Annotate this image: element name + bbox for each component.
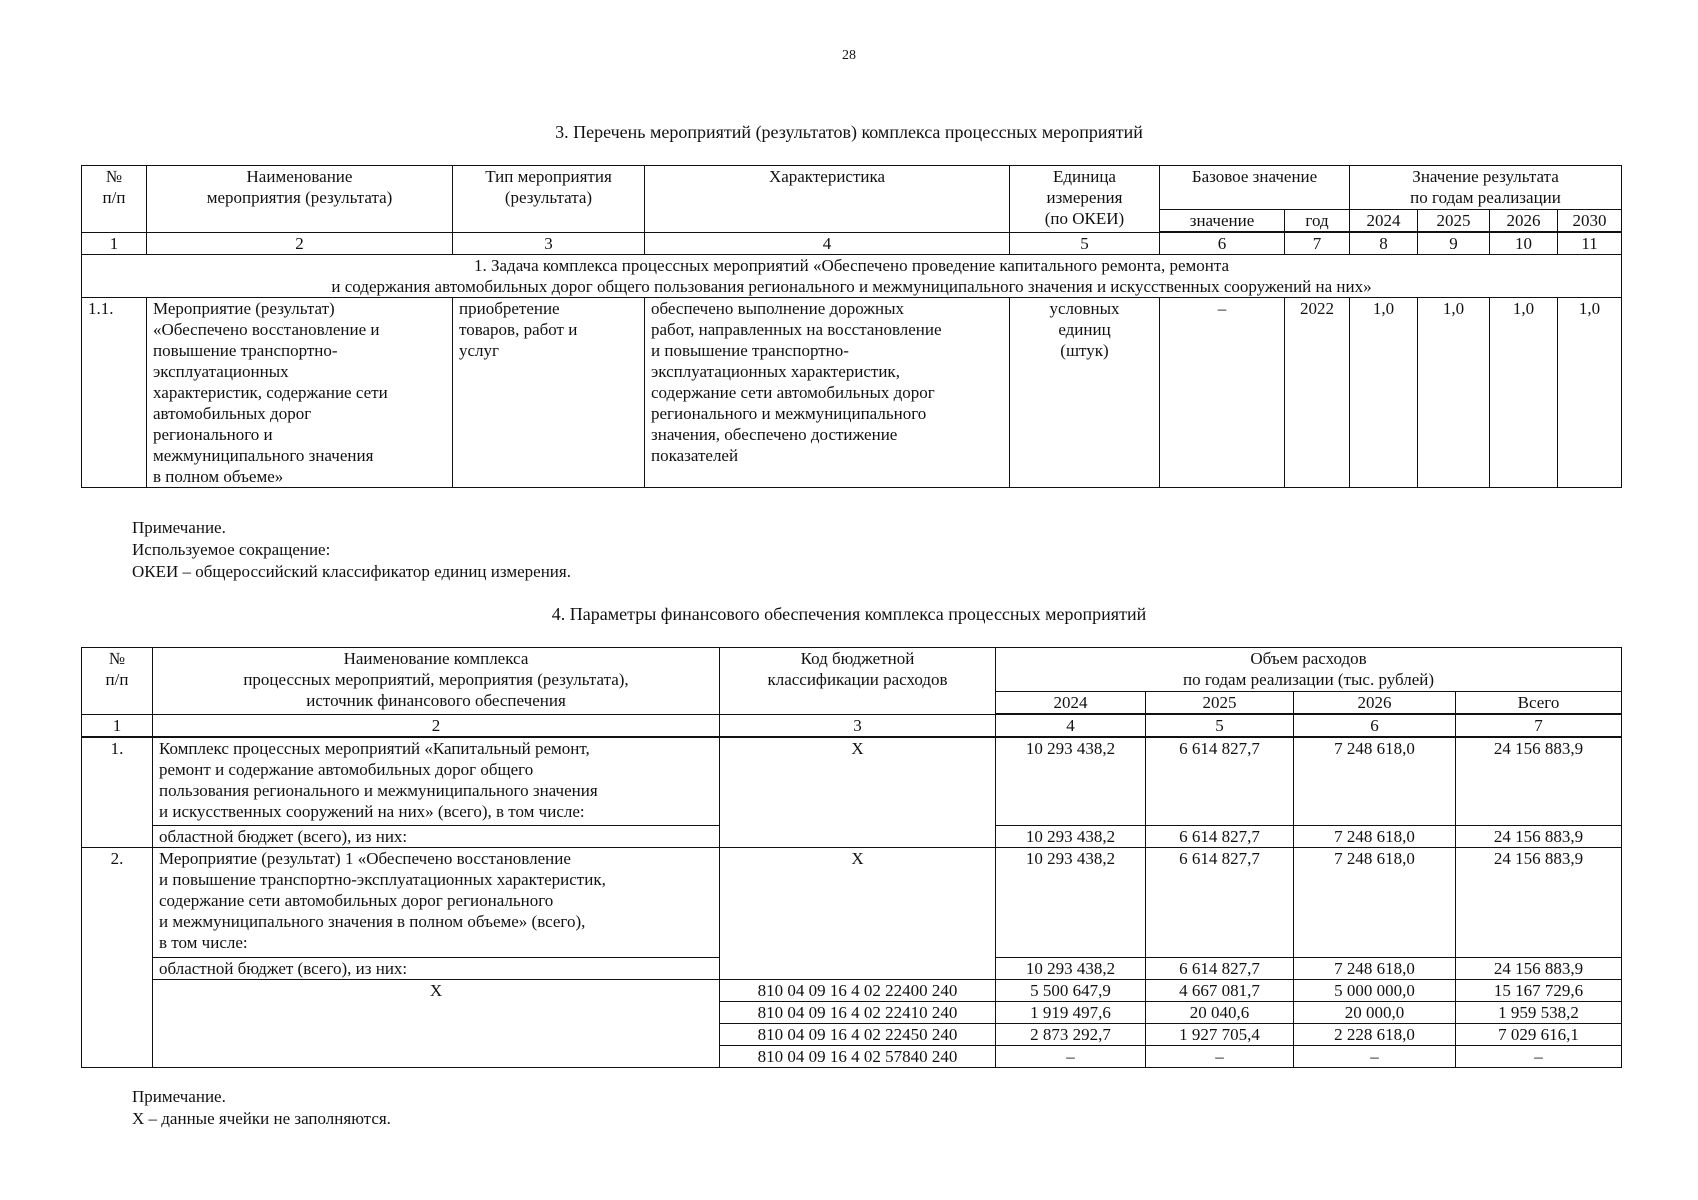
note-line: Используемое сокращение: (132, 540, 331, 559)
col-number: 6 (1160, 232, 1285, 255)
fin-code-total: 15 167 729,6 (1456, 979, 1622, 1001)
col-number: 3 (453, 232, 645, 255)
fin-header-num: № п/п (82, 648, 153, 715)
col-number: 2 (147, 232, 453, 255)
fin-subrow-2026: 7 248 618,0 (1294, 825, 1456, 847)
fin-code-total: 7 029 616,1 (1456, 1023, 1622, 1045)
col-number: 1 (82, 232, 147, 255)
row-num: 1.1. (82, 298, 147, 488)
col-number: 4 (645, 232, 1010, 255)
fin-subrow-total: 24 156 883,9 (1456, 957, 1622, 979)
financing-table (81, 647, 1622, 1068)
row-base-year: 2022 (1285, 298, 1350, 488)
note-line: ОКЕИ – общероссийский классификатор единиц измерения. (132, 562, 571, 581)
header-num: № п/п (82, 166, 147, 233)
table1-title: 3. Перечень мероприятий (результатов) комплекса процессных мероприятий (555, 122, 1143, 142)
header-result: Значение результата по годам реализации (1350, 166, 1622, 210)
fin-row-code: X (720, 737, 996, 847)
fin-code-cell: 810 04 09 16 4 02 22450 240 (720, 1023, 996, 1045)
fin-header-2025: 2025 (1146, 692, 1294, 715)
col-number: 8 (1350, 232, 1418, 255)
fin-header-2024: 2024 (996, 692, 1146, 715)
fin-code-2024: 2 873 292,7 (996, 1023, 1146, 1045)
row-base-value: – (1160, 298, 1285, 488)
fin-row-total: 24 156 883,9 (1456, 737, 1622, 825)
fin-row-2024: 10 293 438,2 (996, 737, 1146, 825)
fin-row-name: Мероприятие (результат) 1 «Обеспечено восстановление и повышение транспортно-эксплуатационных характеристик, содержание сети автомобильных дорог регионального и межмуниципального значения в полном объеме» (всего), в том числе: (153, 847, 720, 957)
fin-row-2025: 6 614 827,7 (1146, 737, 1294, 825)
fin-code-cell: 810 04 09 16 4 02 22410 240 (720, 1001, 996, 1023)
fin-row-2026: 7 248 618,0 (1294, 847, 1456, 957)
row-name: Мероприятие (результат) «Обеспечено восстановление и повышение транспортно- эксплуатационных характеристик, содержание сети автомобильных дорог регионального и межмуниципального значения в полном объеме» (147, 298, 453, 488)
fin-row-num: 1. (82, 737, 153, 847)
fin-code-2024: – (996, 1045, 1146, 1067)
fin-col-number: 5 (1146, 714, 1294, 737)
table2-title: 4. Параметры финансового обеспечения комплекса процессных мероприятий (551, 604, 1147, 624)
header-base: Базовое значение (1160, 166, 1350, 210)
fin-code-total: – (1456, 1045, 1622, 1067)
fin-subrow-2024: 10 293 438,2 (996, 957, 1146, 979)
note-line: X – данные ячейки не заполняются. (132, 1109, 391, 1128)
fin-col-number: 3 (720, 714, 996, 737)
header-year-2025: 2025 (1418, 210, 1490, 233)
fin-subrow-name: областной бюджет (всего), из них: (153, 957, 720, 979)
fin-header-code: Код бюджетной классификации расходов (720, 648, 996, 715)
header-base-value: значение (1160, 210, 1285, 233)
row-value-2026: 1,0 (1490, 298, 1558, 488)
header-base-year: год (1285, 210, 1350, 233)
row-type: приобретение товаров, работ и услуг (453, 298, 645, 488)
fin-row-total: 24 156 883,9 (1456, 847, 1622, 957)
fin-header-2026: 2026 (1294, 692, 1456, 715)
note-title: Примечание. (132, 1087, 226, 1106)
fin-row-name: Комплекс процессных мероприятий «Капитальный ремонт, ремонт и содержание автомобильных дорог общего пользования регионального и межмуниципального значения и искусственных сооружений на них» (всего), в том числе: (153, 737, 720, 825)
fin-row-code: X (720, 847, 996, 979)
note-2 (132, 1086, 391, 1130)
col-number: 11 (1558, 232, 1622, 255)
fin-col-number: 1 (82, 714, 153, 737)
header-unit: Единица измерения (по ОКЕИ) (1010, 166, 1160, 233)
fin-code-2025: 4 667 081,7 (1146, 979, 1294, 1001)
fin-code-cell: 810 04 09 16 4 02 22400 240 (720, 979, 996, 1001)
fin-row-2024: 10 293 438,2 (996, 847, 1146, 957)
fin-col-number: 6 (1294, 714, 1456, 737)
fin-row-2025: 6 614 827,7 (1146, 847, 1294, 957)
note-1 (132, 517, 571, 583)
fin-header-name: Наименование комплекса процессных мероприятий, мероприятия (результата), источник финансового обеспечения (153, 648, 720, 715)
fin-code-2026: 5 000 000,0 (1294, 979, 1456, 1001)
fin-code-total: 1 959 538,2 (1456, 1001, 1622, 1023)
col-number: 9 (1418, 232, 1490, 255)
fin-code-2025: 1 927 705,4 (1146, 1023, 1294, 1045)
row-value-2025: 1,0 (1418, 298, 1490, 488)
row-unit: условных единиц (штук) (1010, 298, 1160, 488)
fin-col-number: 7 (1456, 714, 1622, 737)
fin-header-total: Всего (1456, 692, 1622, 715)
activities-table (81, 165, 1622, 488)
header-year-2026: 2026 (1490, 210, 1558, 233)
fin-code-2026: – (1294, 1045, 1456, 1067)
fin-header-volume: Объем расходов по годам реализации (тыс. рублей) (996, 648, 1622, 692)
task-row: 1. Задача комплекса процессных мероприятий «Обеспечено проведение капитального ремонта, ремонта и содержания автомобильных дорог общего пользования регионального и межмуниципального значения и искусственных сооружений на них» (82, 255, 1622, 298)
fin-row-2026: 7 248 618,0 (1294, 737, 1456, 825)
header-year-2024: 2024 (1350, 210, 1418, 233)
fin-subrow-2025: 6 614 827,7 (1146, 957, 1294, 979)
fin-row-num: 2. (82, 847, 153, 1067)
header-characteristic: Характеристика (645, 166, 1010, 233)
fin-col-number: 2 (153, 714, 720, 737)
row-value-2030: 1,0 (1558, 298, 1622, 488)
fin-code-2025: – (1146, 1045, 1294, 1067)
page-number: 28 (842, 48, 856, 63)
fin-code-2025: 20 040,6 (1146, 1001, 1294, 1023)
fin-subrow-total: 24 156 883,9 (1456, 825, 1622, 847)
fin-code-2024: 1 919 497,6 (996, 1001, 1146, 1023)
fin-col-number: 4 (996, 714, 1146, 737)
col-number: 10 (1490, 232, 1558, 255)
header-year-2030: 2030 (1558, 210, 1622, 233)
row-characteristic: обеспечено выполнение дорожных работ, направленных на восстановление и повышение транспортно- эксплуатационных характеристик, содержание сети автомобильных дорог регионального и межмуниципального значения, обеспечено достижение показателей (645, 298, 1010, 488)
header-name: Наименование мероприятия (результата) (147, 166, 453, 233)
fin-code-2026: 20 000,0 (1294, 1001, 1456, 1023)
fin-subrow-name: областной бюджет (всего), из них: (153, 825, 720, 847)
fin-code-2026: 2 228 618,0 (1294, 1023, 1456, 1045)
fin-subrow-2026: 7 248 618,0 (1294, 957, 1456, 979)
col-number: 7 (1285, 232, 1350, 255)
fin-code-2024: 5 500 647,9 (996, 979, 1146, 1001)
col-number: 5 (1010, 232, 1160, 255)
fin-subrow-2024: 10 293 438,2 (996, 825, 1146, 847)
header-type: Тип мероприятия (результата) (453, 166, 645, 233)
note-title: Примечание. (132, 518, 226, 537)
fin-x-cell: X (153, 979, 720, 1067)
row-value-2024: 1,0 (1350, 298, 1418, 488)
fin-code-cell: 810 04 09 16 4 02 57840 240 (720, 1045, 996, 1067)
fin-subrow-2025: 6 614 827,7 (1146, 825, 1294, 847)
